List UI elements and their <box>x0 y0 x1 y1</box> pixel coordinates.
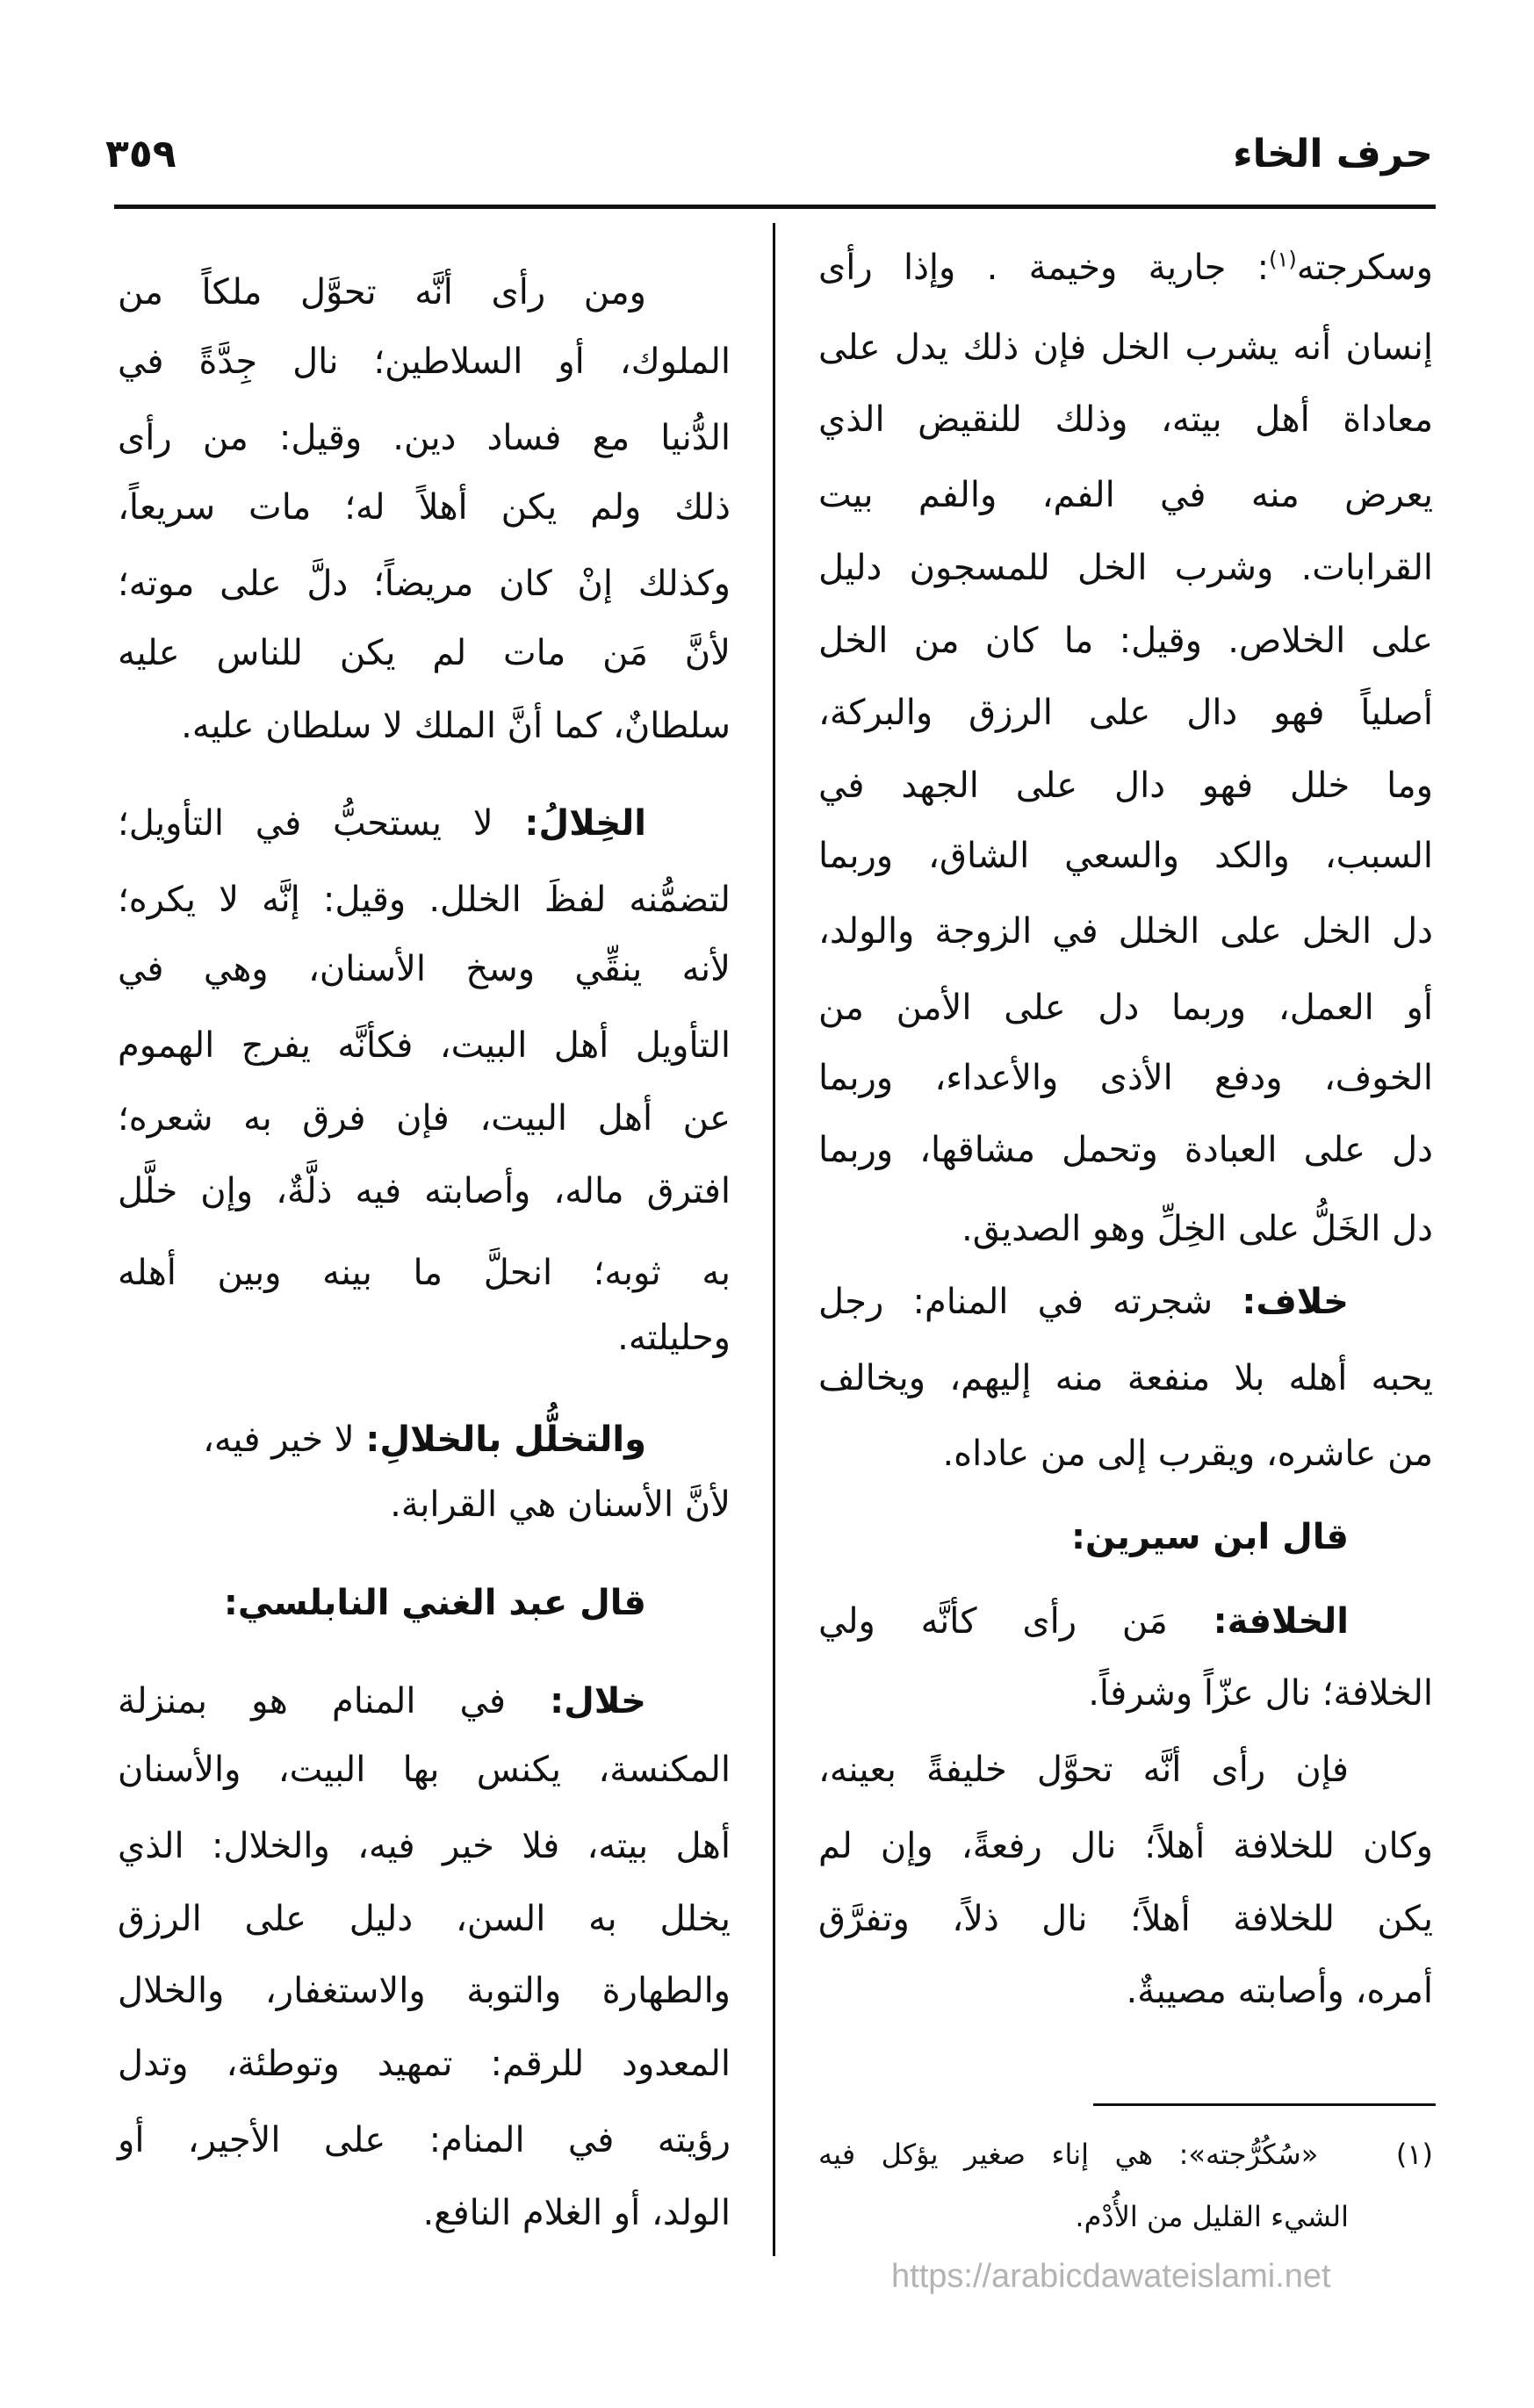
text-line: القرابات. وشرب الخل للمسجون دليل <box>818 548 1433 588</box>
text-line: سلطانٌ، كما أنَّ الملك لا سلطان عليه. <box>181 706 731 746</box>
text-line: لأنَّ الأسنان هي القرابة. <box>390 1484 731 1525</box>
page-number: ٣٥٩ <box>105 132 176 176</box>
running-header: حرف الخاء <box>1233 132 1433 176</box>
text-line: لأنَّ مَن مات لم يكن للناس عليه <box>118 633 731 673</box>
text-line: ذلك ولم يكن أهلاً له؛ مات سريعاً، <box>118 487 731 528</box>
footnote-marker: (١) <box>1395 2138 1434 2171</box>
footnote-rule <box>1093 2103 1436 2106</box>
entry-khilal-nabulsi <box>118 1664 731 1738</box>
text-line: افترق ماله، وأصابته فيه ذلَّةٌ، وإن خلَّل <box>118 1171 731 1211</box>
text-line: معاداة أهل بيته، وذلك للنقيض الذي <box>818 399 1433 440</box>
text-line: ومن رأى أنَّه تحوَّل ملكاً من <box>118 272 646 313</box>
text-line: الدُّنيا مع فساد دين. وقيل: من رأى <box>118 418 731 458</box>
text-line: الخلافة؛ نال عزّاً وشرفاً. <box>1088 1673 1433 1714</box>
text-line: أو العمل، وربما دل على الأمن من <box>818 988 1433 1028</box>
text-line: أهل بيته، فلا خير فيه، والخلال: الذي <box>118 1826 731 1866</box>
text-line: دل الخَلُّ على الخِلِّ وهو الصديق. <box>961 1209 1433 1249</box>
entry-khilal <box>118 787 731 860</box>
entry-khilaf <box>818 1265 1433 1339</box>
line-text: وسكرجته <box>1296 248 1433 288</box>
footnote <box>818 2124 1433 2185</box>
text-line: الخوف، ودفع الأذى والأعداء، وربما <box>818 1058 1433 1098</box>
text-line: المعدود للرقم: تمهيد وتوطئة، وتدل <box>118 2044 731 2084</box>
text-line: وكان للخلافة أهلاً؛ نال رفعةً، وإن لم <box>818 1826 1433 1866</box>
section-heading: قال ابن سيرين: <box>1070 1517 1349 1557</box>
text-line: من عاشره، ويقرب إلى من عاداه. <box>942 1434 1433 1474</box>
text-line: أصلياً فهو دال على الرزق والبركة، <box>818 693 1433 733</box>
text-line: وحليلته. <box>617 1318 731 1358</box>
line-text: لا يستحبُّ في التأويل؛ <box>118 803 525 844</box>
text-line: الولد، أو الغلام النافع. <box>422 2193 731 2233</box>
text-line: لأنه ينقِّي وسخ الأسنان، وهي في <box>118 949 731 989</box>
text-line: دل على العبادة وتحمل مشاقها، وربما <box>818 1130 1433 1170</box>
entry-term: الخِلالُ: <box>524 803 646 844</box>
entry-term: خلال: <box>550 1681 646 1722</box>
footnote-ref: (١) <box>1269 247 1297 272</box>
text-line: رؤيته في المنام: على الأجير، أو <box>118 2120 731 2160</box>
line-text: في المنام هو بمنزلة <box>118 1681 551 1722</box>
text-line: لتضمُّنه لفظَ الخلل. وقيل: إنَّه لا يكره؛ <box>118 880 731 920</box>
text-line: السبب، والكد والسعي الشاق، وربما <box>818 836 1433 876</box>
line-text: مَن رأى كأنَّه ولي <box>818 1601 1214 1642</box>
entry-takhallul <box>118 1403 731 1477</box>
text-line: يحبه أهله بلا منفعة منه إليهم، ويخالف <box>818 1358 1433 1398</box>
line-text: شجرته في المنام: رجل <box>818 1282 1242 1322</box>
line-text: لا خير فيه، <box>202 1420 366 1460</box>
entry-term: والتخلُّل بالخلالِ: <box>365 1420 646 1460</box>
line-text: : جارية وخيمة . وإذا رأى <box>818 248 1270 288</box>
column-divider <box>773 223 775 2256</box>
text-line: إنسان أنه يشرب الخل فإن ذلك يدل على <box>818 327 1433 368</box>
text-line: والطهارة والتوبة والاستغفار، والخلال <box>118 1971 731 2011</box>
text-line: يكن للخلافة أهلاً؛ نال ذلاً، وتفرَّق <box>818 1899 1433 1939</box>
text-line: دل الخل على الخلل في الزوجة والولد، <box>818 911 1433 952</box>
text-line: المكنسة، يكنس بها البيت، والأسنان <box>118 1750 731 1790</box>
text-line: يعرض منه في الفم، والفم بيت <box>818 475 1433 515</box>
text-line: عن أهل البيت، فإن فرق به شعره؛ <box>118 1098 731 1139</box>
text-line: على الخلاص. وقيل: ما كان من الخل <box>818 621 1433 661</box>
header-rule <box>114 205 1436 209</box>
text-line <box>818 231 1433 305</box>
text-line: أمره، وأصابته مصيبةٌ. <box>1126 1971 1433 2011</box>
entry-term: خلاف: <box>1242 1282 1349 1322</box>
text-line: وما خلل فهو دال على الجهد في <box>818 766 1433 806</box>
footnote-line: الشيء القليل من الأُدْم. <box>1075 2200 1349 2233</box>
text-line: الملوك، أو السلاطين؛ نال جِدَّةً في <box>118 341 731 382</box>
text-line: فإن رأى أنَّه تحوَّل خليفةً بعينه، <box>818 1750 1349 1790</box>
entry-term: الخلافة: <box>1213 1601 1349 1642</box>
text-line: يخلل به السن، دليل على الرزق <box>118 1899 731 1939</box>
text-line: التأويل أهل البيت، فكأنَّه يفرج الهموم <box>118 1025 731 1066</box>
footnote-text: «سُكُرُّجته»: هي إناء صغير يؤكل فيه <box>818 2138 1319 2171</box>
section-heading: قال عبد الغني النابلسي: <box>223 1583 646 1623</box>
watermark-url: https://arabicdawateislami.net <box>891 2258 1331 2295</box>
text-line: وكذلك إنْ كان مريضاً؛ دلَّ على موته؛ <box>118 564 731 604</box>
text-line: به ثوبه؛ انحلَّ ما بينه وبين أهله <box>118 1253 731 1293</box>
entry-khilafa <box>818 1585 1433 1658</box>
